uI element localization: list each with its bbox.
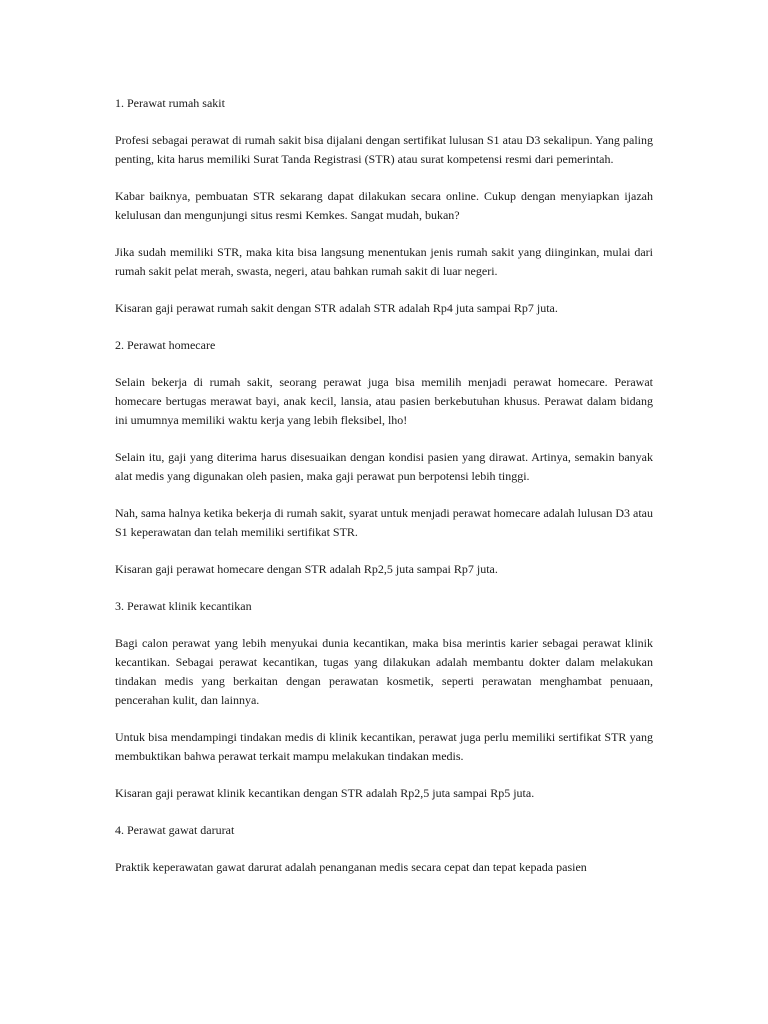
section-perawat-gawat-darurat: [115, 821, 653, 877]
paragraph: Untuk bisa mendampingi tindakan medis di klinik kecantikan, perawat juga perlu memiliki sertifikat STR yang membuktikan bahwa perawat terkait mampu melakukan tindakan medis.: [115, 730, 653, 763]
paragraph: Praktik keperawatan gawat darurat adalah penanganan medis secara cepat dan tepat kepada pasien: [115, 860, 587, 874]
section-heading: 2. Perawat homecare: [115, 338, 216, 352]
section-heading: 4. Perawat gawat darurat: [115, 823, 235, 837]
paragraph: Kisaran gaji perawat klinik kecantikan dengan STR adalah Rp2,5 juta sampai Rp5 juta.: [115, 786, 535, 800]
section-heading: 1. Perawat rumah sakit: [115, 96, 225, 110]
section-perawat-klinik-kecantikan: [115, 597, 653, 803]
paragraph: Kisaran gaji perawat homecare dengan STR adalah Rp2,5 juta sampai Rp7 juta.: [115, 562, 498, 576]
paragraph: Selain itu, gaji yang diterima harus disesuaikan dengan kondisi pasien yang dirawat. Artinya, semakin banyak alat medis yang digunakan oleh pasien, maka gaji perawat pun berpotensi lebih tinggi.: [115, 450, 653, 483]
section-perawat-homecare: [115, 336, 653, 579]
paragraph: Kabar baiknya, pembuatan STR sekarang dapat dilakukan secara online. Cukup dengan menyiapkan ijazah kelulusan dan mengunjungi situs resmi Kemkes. Sangat mudah, bukan?: [115, 189, 653, 222]
section-perawat-rumah-sakit: [115, 94, 653, 318]
document-page: [115, 94, 653, 895]
paragraph: Bagi calon perawat yang lebih menyukai dunia kecantikan, maka bisa merintis karier sebagai perawat klinik kecantikan. Sebagai perawat kecantikan, tugas yang dilakukan adalah membantu dokter dalam melakukan tindakan medis yang berkaitan dengan perawatan kosmetik, seperti perawatan menghambat penuaan, pencerahan kulit, dan lainnya.: [115, 636, 653, 707]
paragraph: Jika sudah memiliki STR, maka kita bisa langsung menentukan jenis rumah sakit yang diinginkan, mulai dari rumah sakit pelat merah, swasta, negeri, atau bahkan rumah sakit di luar negeri.: [115, 245, 653, 278]
paragraph: Nah, sama halnya ketika bekerja di rumah sakit, syarat untuk menjadi perawat homecare adalah lulusan D3 atau S1 keperawatan dan telah memiliki sertifikat STR.: [115, 506, 653, 539]
paragraph: Selain bekerja di rumah sakit, seorang perawat juga bisa memilih menjadi perawat homecare. Perawat homecare bertugas merawat bayi, anak kecil, lansia, atau pasien berkebutuhan khusus. Perawat dalam bidang ini umumnya memiliki waktu kerja yang lebih fleksibel, lho!: [115, 375, 653, 427]
section-heading: 3. Perawat klinik kecantikan: [115, 599, 252, 613]
paragraph: Profesi sebagai perawat di rumah sakit bisa dijalani dengan sertifikat lulusan S1 atau D3 sekalipun. Yang paling penting, kita harus memiliki Surat Tanda Registrasi (STR) atau surat kompetensi resmi dari pemerintah.: [115, 133, 653, 166]
paragraph: Kisaran gaji perawat rumah sakit dengan STR adalah STR adalah Rp4 juta sampai Rp7 juta.: [115, 301, 558, 315]
